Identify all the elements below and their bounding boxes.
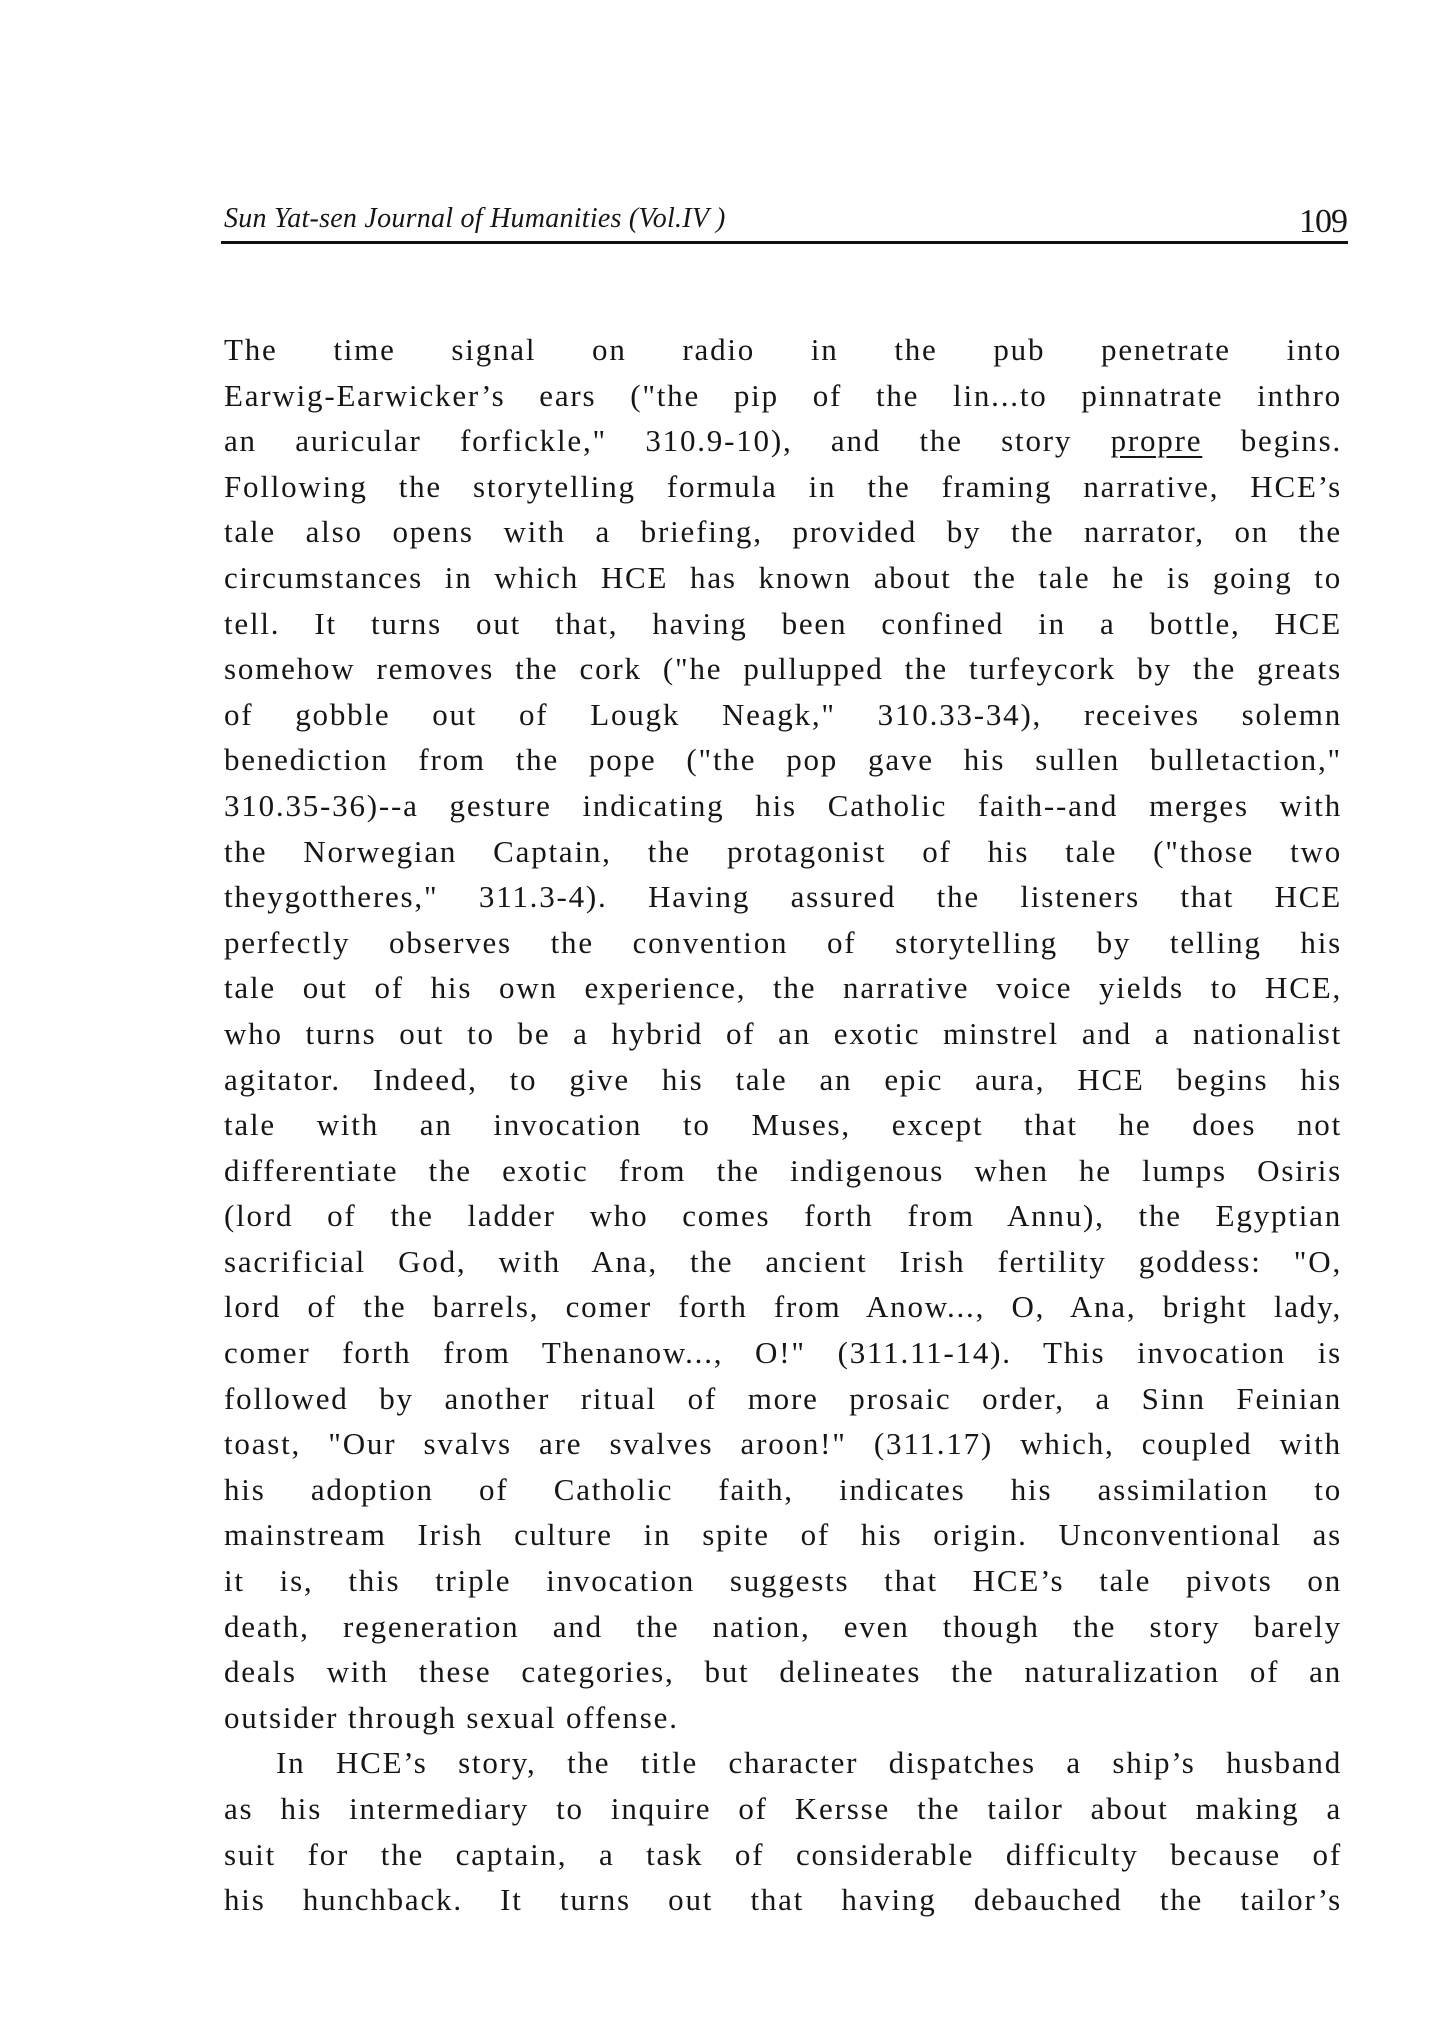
body-text-line: differentiate the exotic from the indigenous when he lumps Osiris [224,1152,1342,1188]
body-text-line: mainstream Irish culture in spite of his origin. Unconventional as [224,1517,1342,1553]
body-text-line: comer forth from Thenanow..., O!" (311.11-14). This invocation is [224,1335,1342,1371]
paragraph [224,327,1342,1740]
underlined-term: propre [1110,423,1203,459]
body-text-line: as his intermediary to inquire of Kersse the tailor about making a [224,1791,1342,1826]
body-text-line: In HCE’s story, the title character dispatches a ship’s husband [276,1745,1342,1781]
body-text-line: tell. It turns out that, having been confined in a bottle, HCE [224,605,1342,641]
paragraph [224,1740,1342,1922]
body-text-line: followed by another ritual of more prosaic order, a Sinn Feinian [224,1380,1342,1416]
body-text-line: benediction from the pope ("the pop gave his sullen bulletaction," [224,742,1342,778]
body-text-line: perfectly observes the convention of storytelling by telling his [224,924,1342,960]
body-text-line: toast, "Our svalvs are svalves aroon!" (311.17) which, coupled with [224,1426,1342,1462]
body-text-line: somehow removes the cork ("he pullupped the turfeycork by the greats [224,651,1342,687]
body-text-line: lord of the barrels, comer forth from Anow..., O, Ana, bright lady, [224,1289,1342,1325]
body-text-line: the Norwegian Captain, the protagonist of his tale ("those two [224,833,1342,869]
body-text-line: (lord of the ladder who comes forth from Annu), the Egyptian [224,1198,1342,1234]
body-text-line: suit for the captain, a task of considerable difficulty because of [224,1836,1342,1872]
body-text-line: of gobble out of Lougk Neagk," 310.33-34), receives solemn [224,696,1342,732]
body-text-line: who turns out to be a hybrid of an exotic minstrel and a nationalist [224,1015,1342,1051]
body-text-line: agitator. Indeed, to give his tale an epic aura, HCE begins his [224,1061,1342,1097]
body-text-line: deals with these categories, but delineates the naturalization of an [224,1654,1342,1690]
body-text-line: outsider through sexual offense. [224,1699,679,1735]
page-number: 109 [1299,203,1347,240]
body-text-line: 310.35-36)--a gesture indicating his Catholic faith--and merges with [224,787,1342,823]
body-text-line: tale out of his own experience, the narrative voice yields to HCE, [224,970,1342,1006]
body-text-line: death, regeneration and the nation, even though the story barely [224,1608,1342,1644]
body-text-line: circumstances in which HCE has known about the tale he is going to [224,559,1342,595]
text-segment: an auricular forfickle," 310.9-10), and the story [224,423,1111,459]
body-text-line: tale with an invocation to Muses, except that he does not [224,1107,1342,1143]
body-text-line: theygottheres," 311.3-4). Having assured the listeners that HCE [224,879,1342,915]
body-text-line [224,418,1342,464]
body-text-line: Earwig-Earwicker’s ears ("the pip of the lin...to pinnatrate inthro [224,377,1342,413]
body-text-line: Following the storytelling formula in the framing narrative, HCE’s [224,468,1342,504]
body-text-line: his hunchback. It turns out that having debauched the tailor’s [224,1882,1342,1918]
header-rule [221,241,1348,244]
body-text-line: sacrificial God, with Ana, the ancient Irish fertility goddess: "O, [224,1243,1342,1279]
body-text-line: tale also opens with a briefing, provided by the narrator, on the [224,514,1342,550]
body-text-line: The time signal on radio in the pub penetrate into [224,332,1342,367]
text-segment: begins. [1202,423,1342,459]
body-text-line: it is, this triple invocation suggests that HCE’s tale pivots on [224,1563,1342,1599]
running-title: Sun Yat-sen Journal of Humanities (Vol.IV ) [224,203,726,234]
body-text [224,327,1342,1923]
body-text-line: his adoption of Catholic faith, indicates his assimilation to [224,1471,1342,1507]
